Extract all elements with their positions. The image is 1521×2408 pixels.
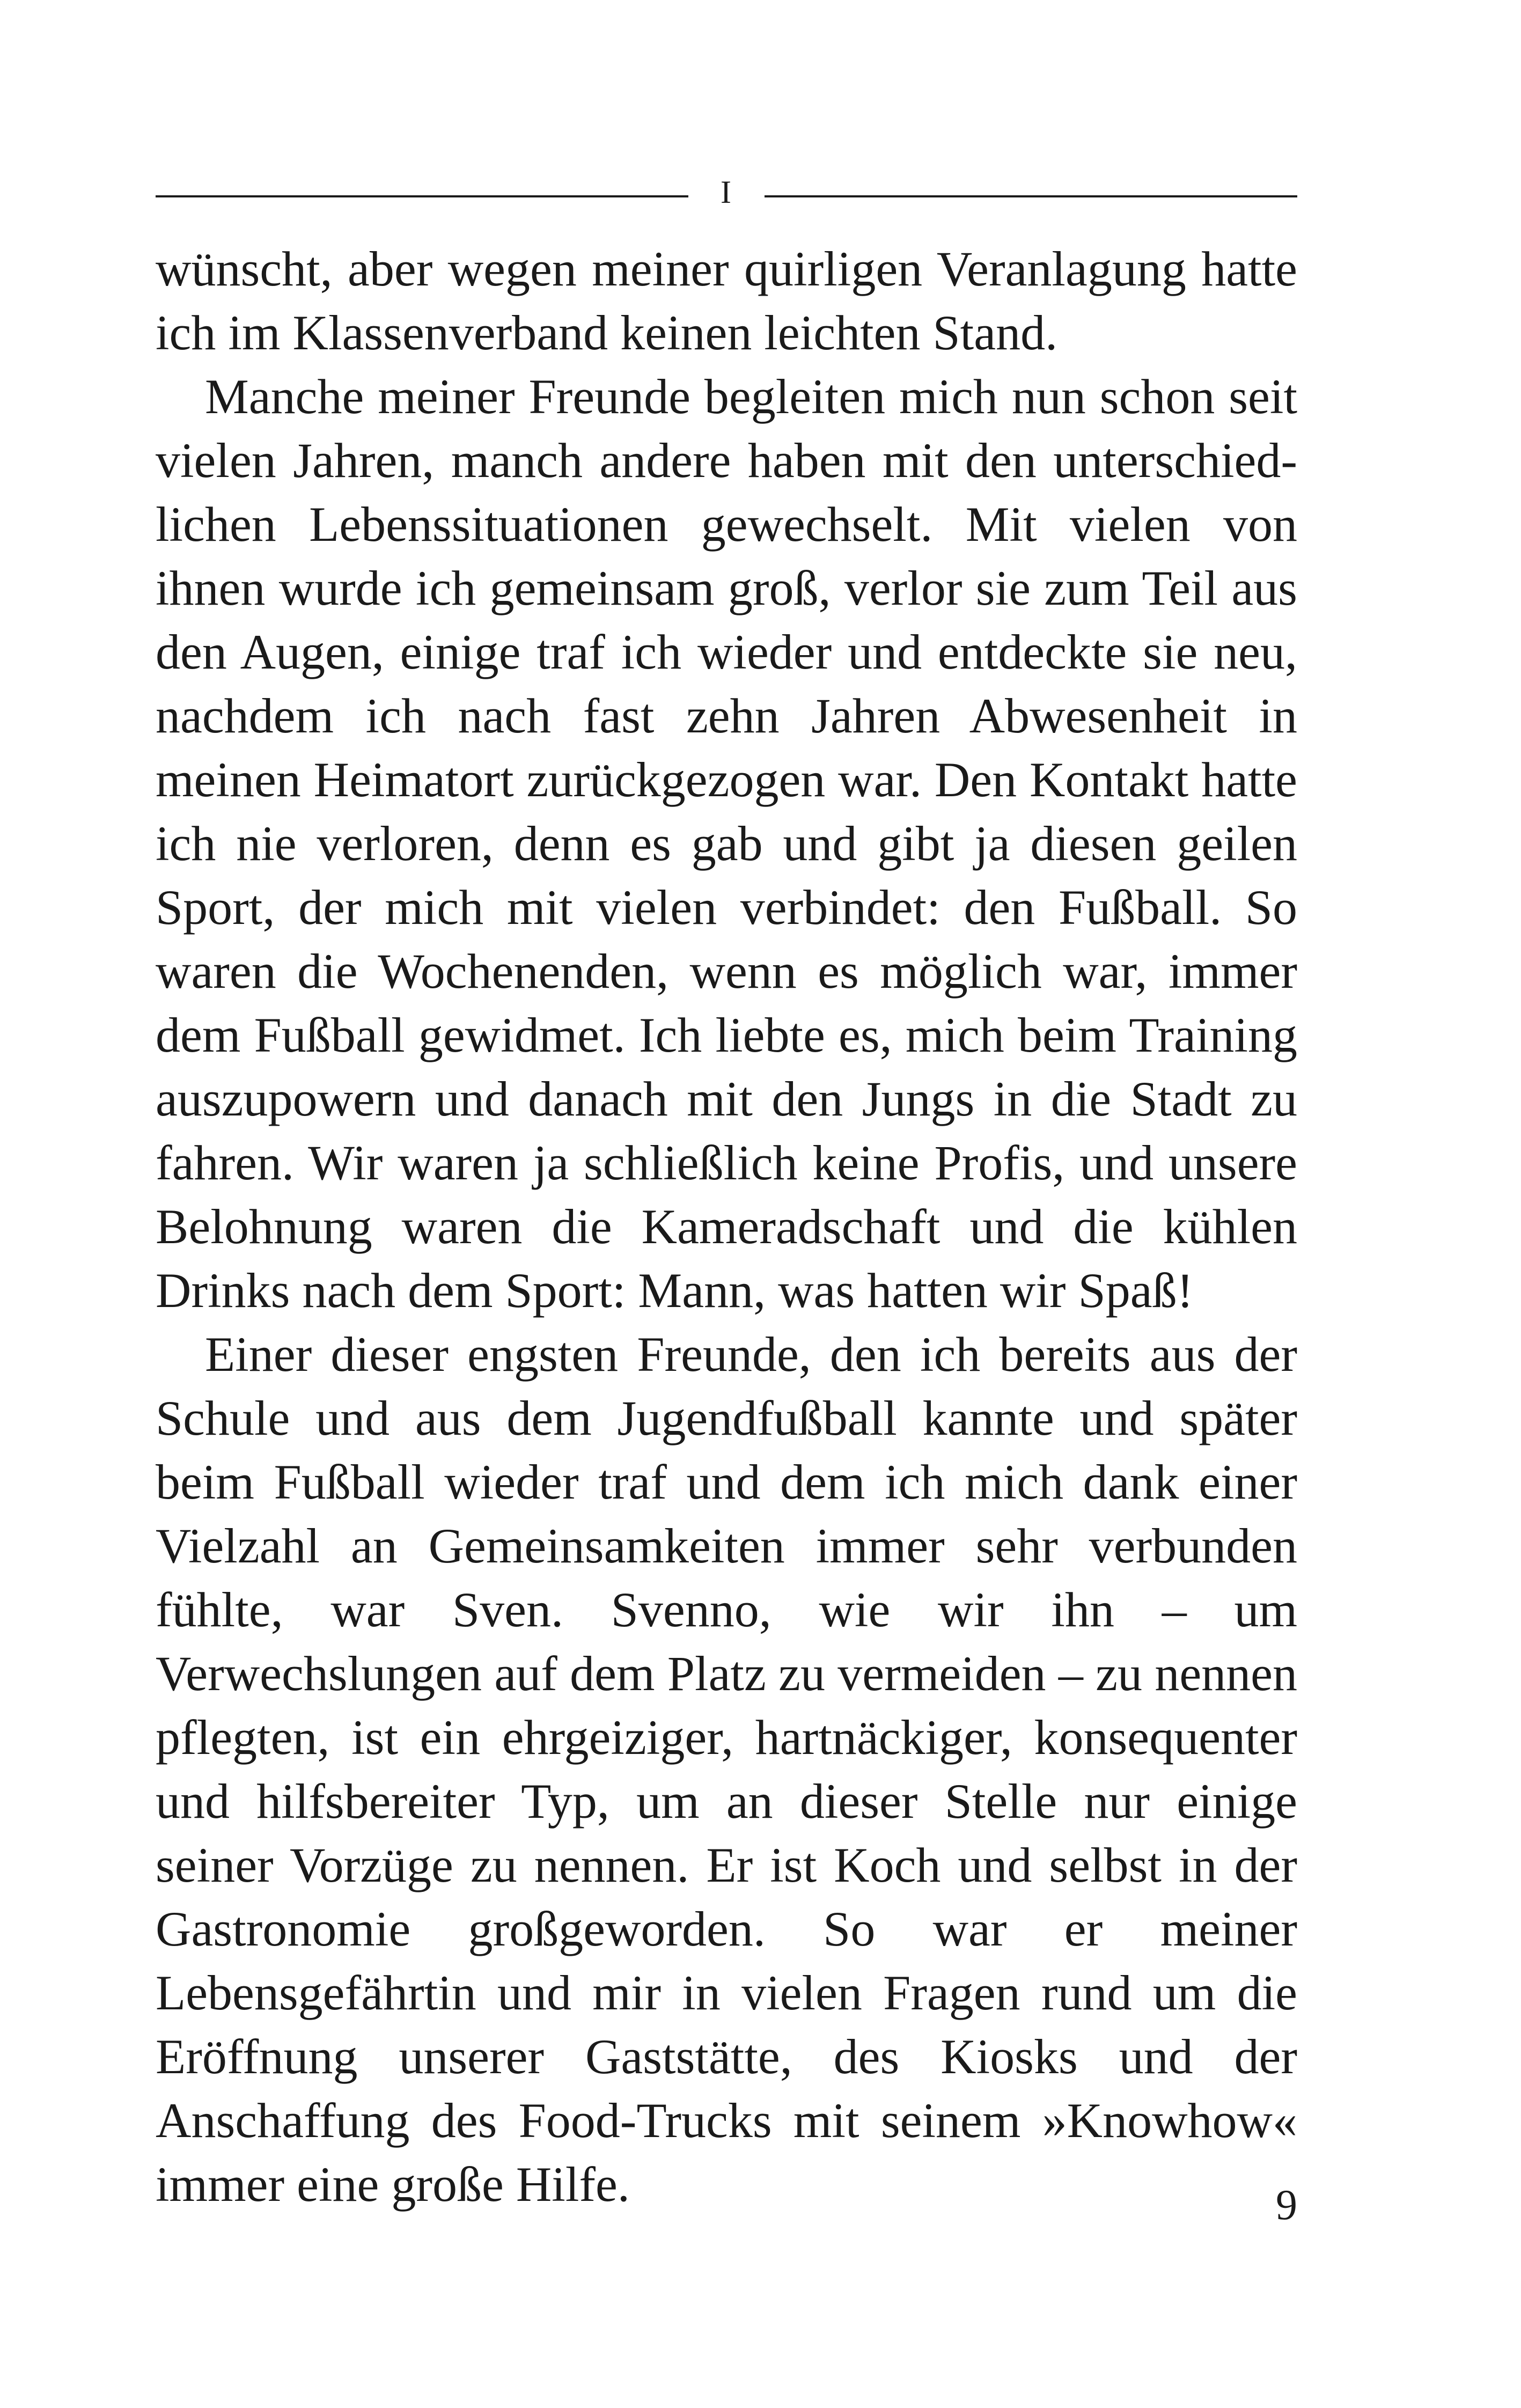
header-rule-left (156, 195, 688, 197)
body-text (156, 237, 1297, 2216)
paragraph: Einer dieser engsten Freunde, den ich bereits aus der Schule und aus dem Jugendfußball kannte und später beim Fußball wieder traf und dem ich mich dank einer Vielzahl an Gemeinsamkeiten immer sehr verbunden fühlte, war Sven. Svenno, wie wir ihn – um Verwechslungen auf dem Platz zu vermeiden – zu nennen pflegten, ist ein ehrgeiziger, hartnäckiger, konsequenter und hilfsbereiter Typ, um an dieser Stelle nur einige seiner Vorzüge zu nennen. Er ist Koch und selbst in der Gastronomie großgeworden. So war er meiner Lebensgefährtin und mir in vielen Fragen rund um die Eröffnung unserer Gaststätte, des Kiosks und der Anschaffung des Food-Trucks mit seinem »Knowhow« immer eine große Hilfe. (156, 1327, 1297, 2212)
page-number: 9 (1276, 2182, 1297, 2229)
paragraph: Manche meiner Freunde begleiten mich nun schon seit vielen Jahren, manch andere haben mit den unterschiedlichen Lebenssituationen gewechselt. Mit vielen von ihnen wurde ich gemeinsam groß, verlor sie zum Teil aus den Augen, einige traf ich wieder und entdeckte sie neu, nachdem ich nach fast zehn Jahren Abwesenheit in meinen Heimatort zurückgezogen war. Den Kontakt hatte ich nie verloren, denn es gab und gibt ja diesen geilen Sport, der mich mit vielen verbindet: den Fußball. So waren die Wochenenden, wenn es möglich war, immer dem Fußball gewidmet. Ich liebte es, mich beim Training auszupowern und danach mit den Jungs in die Stadt zu fahren. Wir waren ja schließlich keine Profis, und unsere Belohnung waren die Kameradschaft und die kühlen Drinks nach dem Sport: Mann, was hatten wir Spaß! (156, 369, 1297, 1318)
paragraph-continuation: wünscht, aber wegen meiner quirligen Veranlagung hatte ich im Klassenverband keinen leichten Stand. (156, 241, 1297, 360)
running-header (156, 171, 1297, 214)
header-rule-right (765, 195, 1297, 197)
chapter-marker: I (721, 174, 732, 210)
